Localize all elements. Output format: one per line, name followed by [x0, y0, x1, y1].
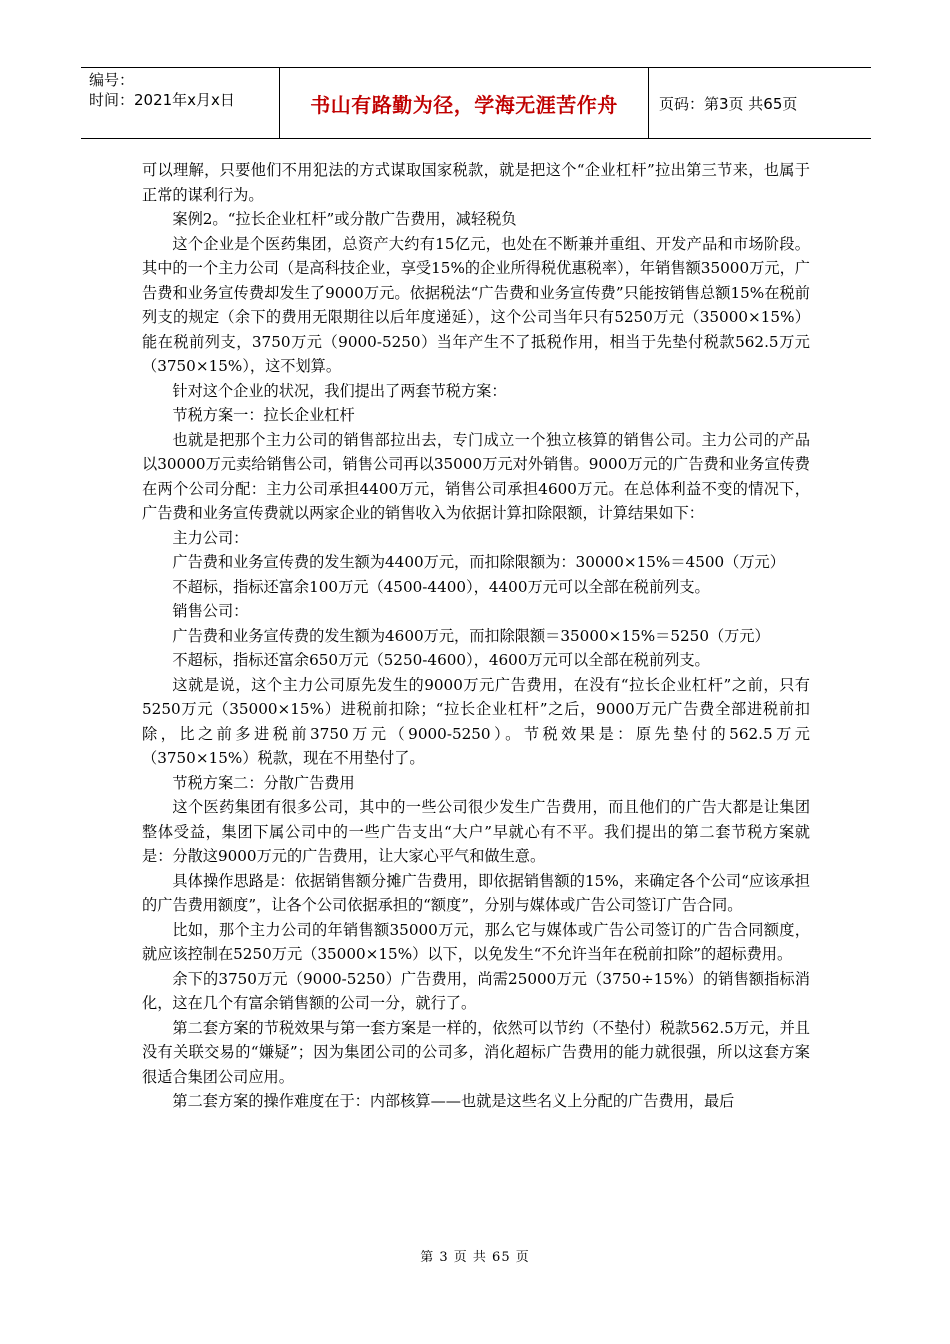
case-heading: 案例2。“拉长企业杠杆”或分散广告费用，减轻税负 [172, 210, 517, 228]
paragraph: 这个医药集团有很多公司，其中的一些公司很少发生广告费用，而且他们的广告大都是让集团整体受益，集团下属公司中的一些广告支出“大户”早就心有不平。我们提出的第二套节税方案就是：分散这9000万元的广告费用，让大家心平气和做生意。 [142, 798, 810, 865]
subheading: 主力公司： [172, 528, 249, 547]
doc-time-label: 时间：2021年x月x日 [89, 91, 235, 109]
paragraph: 也就是把那个主力公司的销售部拉出去，专门成立一个独立核算的销售公司。主力公司的产品以30000万元卖给销售公司，销售公司再以35000万元对外销售。9000万元的广告费和业务宣传费在两个公司分配：主力公司承担4400万元，销售公司承担4600万元。在总体利益不变的情况下，广告费和业务宣传费就以两家企业的销售收入为依据计算扣除限额，计算结果如下： [142, 430, 810, 522]
doc-number-label: 编号： [89, 71, 135, 89]
header-page-info: 页码：第3页 共65页 [659, 94, 798, 113]
paragraph: 第二套方案的操作难度在于：内部核算——也就是这些名义上分配的广告费用，最后 [172, 1092, 735, 1110]
paragraph: 这就是说，这个主力公司原先发生的9000万元广告费用，在没有“拉长企业杠杆”之前，只有5250万元（35000×15%）进税前扣除；“拉长企业杠杆”之后，9000万元广告费全部进税前扣除，比之前多进税前3750万元（9000-5250）。节税效果是：原先垫付的562.5万元（3750×15%）税款，现在不用垫付了。 [142, 675, 810, 767]
header-motto: 书山有路勤为径，学海无涯苦作舟 [310, 92, 618, 117]
footer-page-number: 第 3 页 共 65 页 [420, 1250, 530, 1265]
header-page-info-cell [649, 68, 871, 138]
paragraph: 可以理解，只要他们不用犯法的方式谋取国家税款，就是把这个“企业杠杆”拉出第三节来，也属于正常的谋利行为。 [142, 161, 810, 204]
paragraph: 第二套方案的节税效果与第一套方案是一样的，依然可以节约（不垫付）税款562.5万元，并且没有关联交易的“嫌疑”；因为集团公司的公司多，消化超标广告费用的能力就很强，所以这套方案很适合集团公司应用。 [142, 1018, 810, 1086]
plan-heading: 节税方案一：拉长企业杠杆 [172, 406, 355, 424]
paragraph: 不超标，指标还富余100万元（4500-4400），4400万元可以全部在税前列支。 [172, 577, 710, 596]
plan-heading: 节税方案二：分散广告费用 [172, 773, 355, 792]
header-motto-cell [279, 68, 649, 138]
paragraph: 具体操作思路是：依据销售额分摊广告费用，即依据销售额的15%，来确定各个公司“应该承担的广告费用额度”，让各个公司依据承担的“额度”，分别与媒体或广告公司签订广告合同。 [142, 871, 810, 914]
paragraph: 比如，那个主力公司的年销售额35000万元，那么它与媒体或广告公司签订的广告合同额度，就应该控制在5250万元（35000×15%）以下，以免发生“不允许当年在税前扣除”的超标费用。 [142, 920, 810, 963]
document-body [142, 158, 810, 1114]
paragraph: 这个企业是个医药集团，总资产大约有15亿元，也处在不断兼并重组、开发产品和市场阶段。其中的一个主力公司（是高科技企业，享受15%的企业所得税优惠税率），年销售额35000万元，广告费和业务宣传费却发生了9000万元。依据税法“广告费和业务宣传费”只能按销售总额15%在税前列支的规定（余下的费用无限期往以后年度递延），这个公司当年只有5250万元（35000×15%）能在税前列支，3750万元（9000-5250）当年产生不了抵税作用，相当于先垫付税款562.5万元（3750×15%），这不划算。 [142, 234, 810, 375]
subheading: 销售公司： [172, 602, 249, 620]
paragraph: 广告费和业务宣传费的发生额为4600万元，而扣除限额＝35000×15%＝5250（万元） [172, 626, 770, 645]
header-meta [81, 68, 279, 138]
page-footer [0, 1246, 950, 1265]
paragraph: 广告费和业务宣传费的发生额为4400万元，而扣除限额为：30000×15%＝4500（万元） [172, 553, 785, 571]
paragraph: 针对这个企业的状况，我们提出了两套节税方案： [172, 381, 507, 400]
paragraph: 余下的3750万元（9000-5250）广告费用，尚需25000万元（3750÷15%）的销售额指标消化，这在几个有富余销售额的公司一分，就行了。 [142, 969, 810, 1012]
paragraph: 不超标，指标还富余650万元（5250-4600），4600万元可以全部在税前列支。 [172, 651, 710, 669]
page-header [81, 67, 871, 139]
